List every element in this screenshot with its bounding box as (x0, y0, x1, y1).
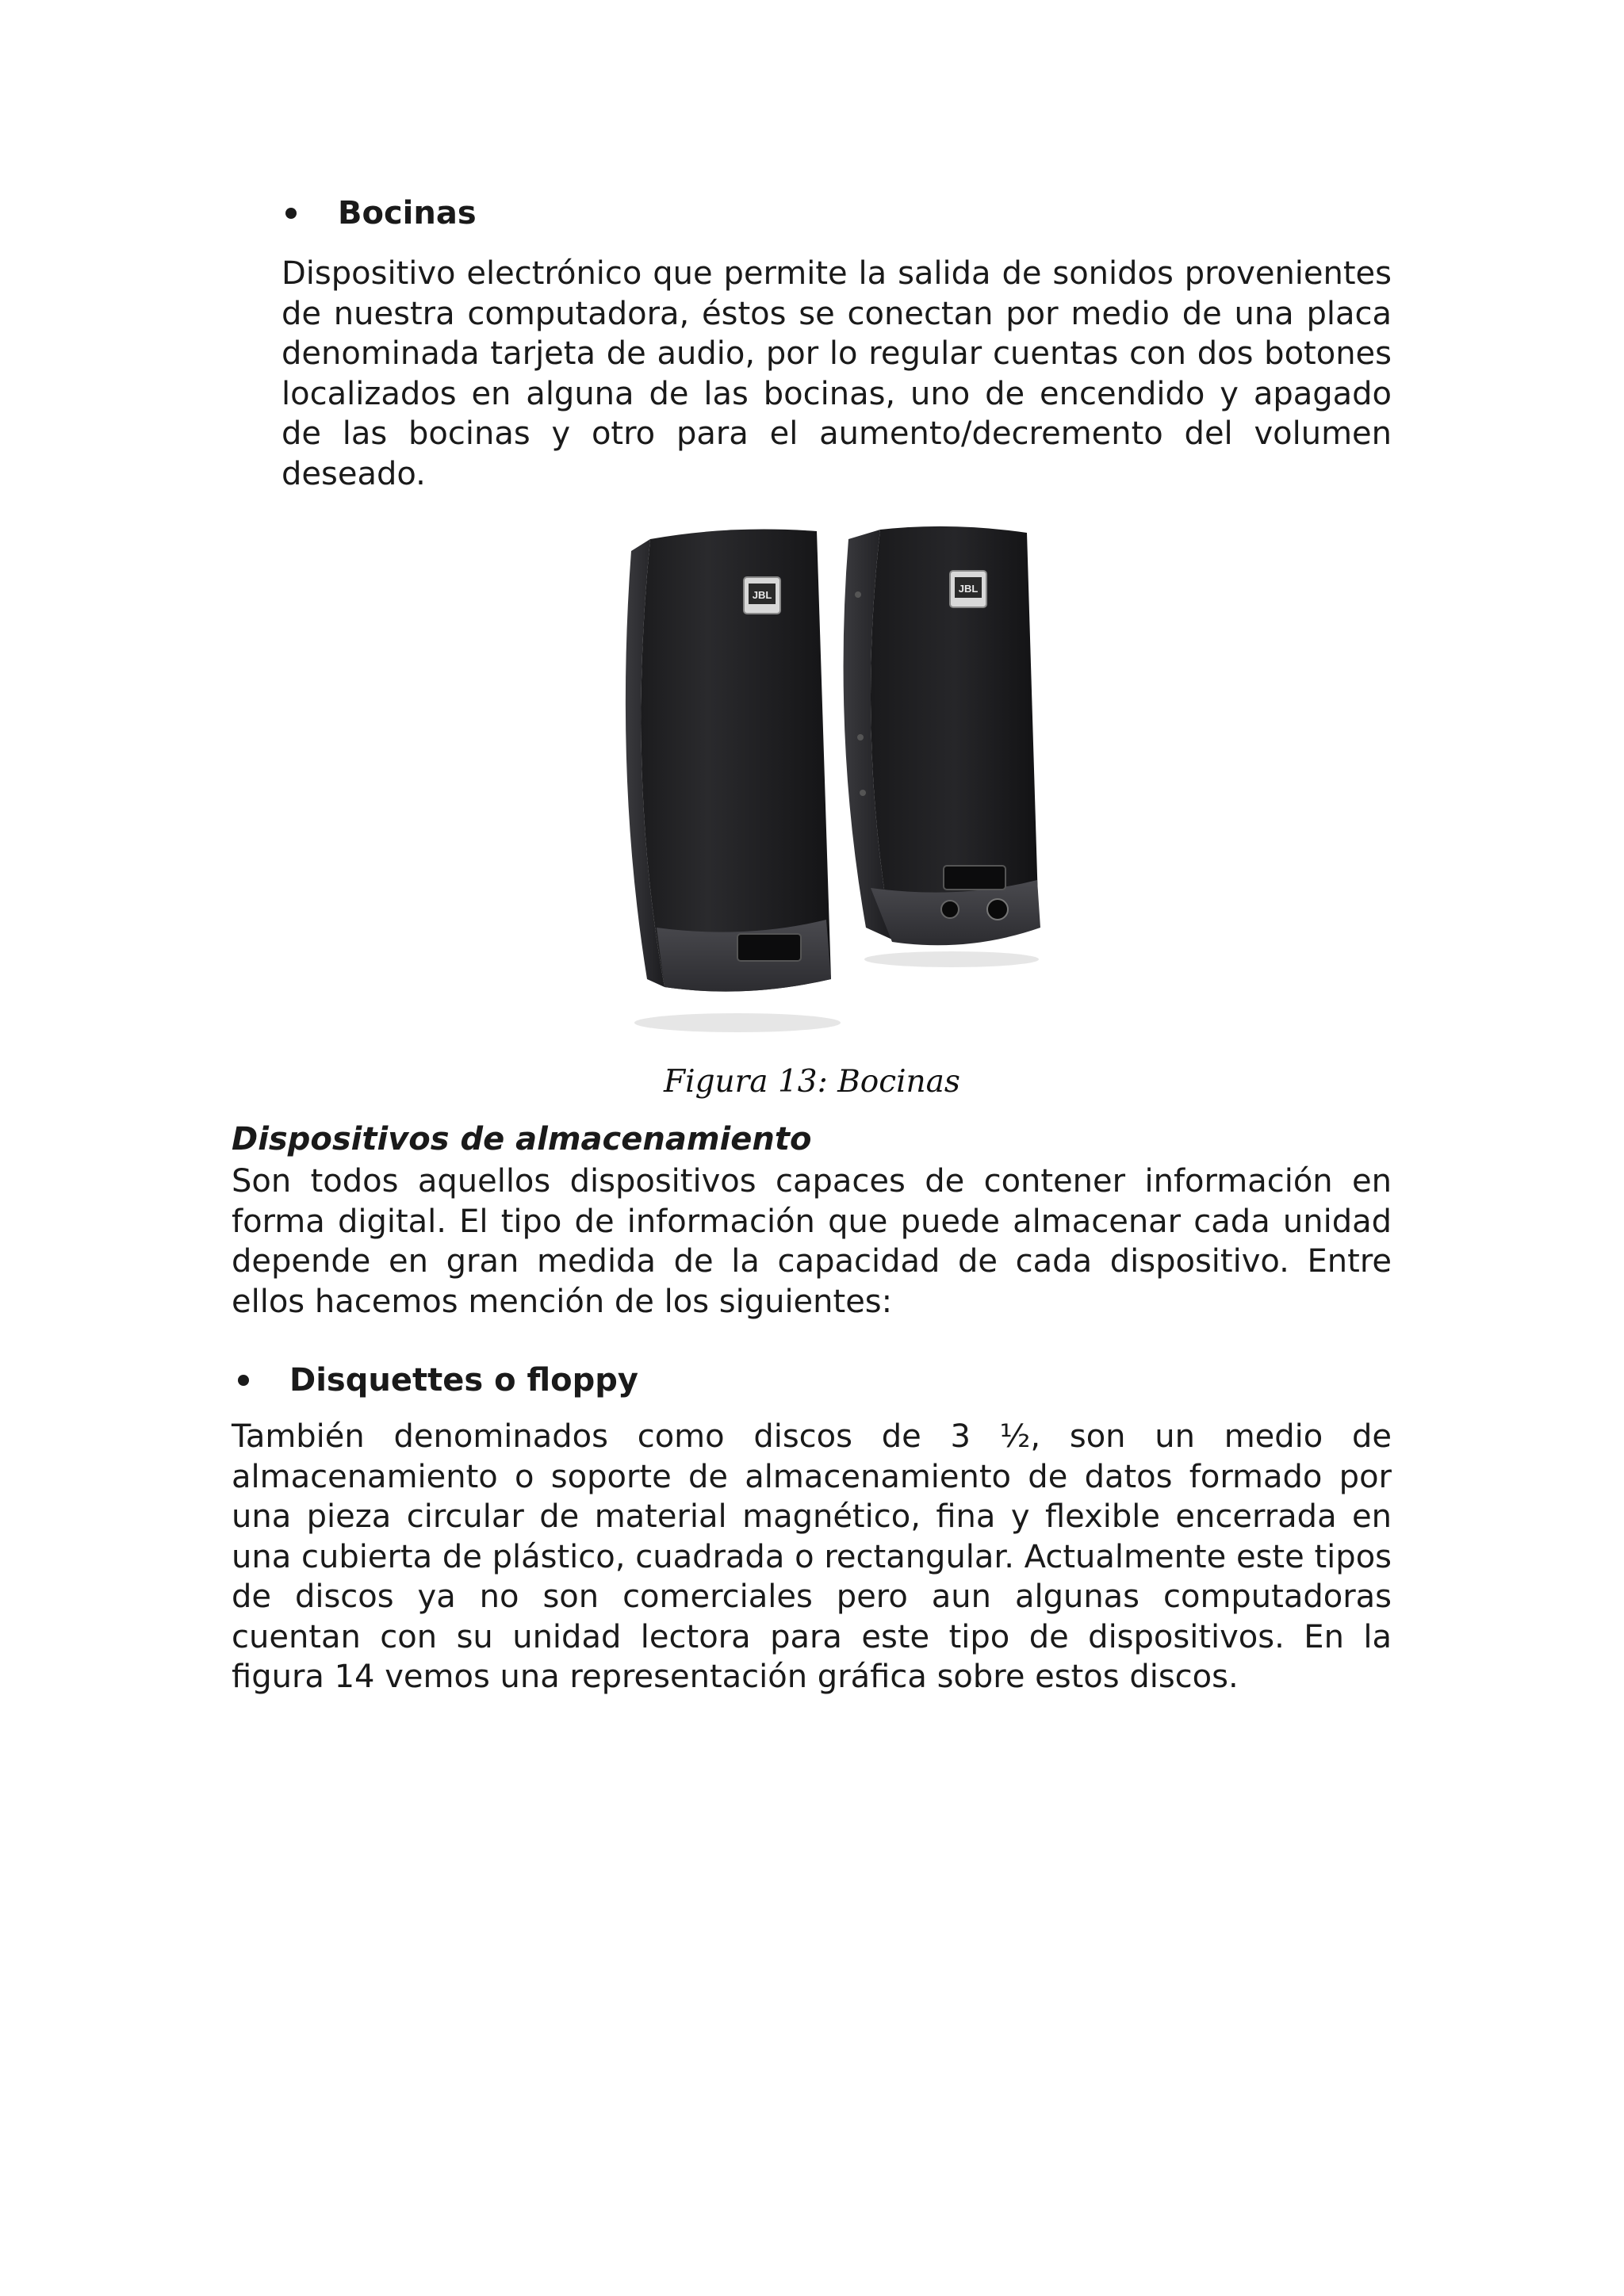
paragraph-bocinas: Dispositivo electrónico que permite la salida de sonidos provenientes de nuestra computadora, éstos se conectan por medio de una placa denominada tarjeta de audio, por lo regular cuentas con dos botones localizados en alguna de las bocinas, uno de encendido y apagado de las bocinas y otro para el aumento/decremento del volumen deseado. (282, 255, 1392, 492)
jbl-logo-left: JBL (752, 589, 772, 601)
heading-almacenamiento: Dispositivos de almacenamiento (232, 1121, 812, 1158)
bullet-icon (238, 1375, 249, 1386)
jbl-logo-right: JBL (958, 583, 979, 595)
left-speaker (626, 530, 841, 1032)
speakers-photo (619, 515, 1063, 1047)
bullet-heading-disquettes (238, 1362, 638, 1399)
right-speaker (844, 526, 1040, 967)
paragraph-disquettes: También denominados como discos de 3 ½, son un medio de almacenamiento o soporte de almacenamiento de datos formado por una pieza circular de material magnético, fina y flexible encerrada en una cubierta de plástico, cuadrada o rectangular. Actualmente este tipos de discos ya no son comerciales pero aun algunas computadoras cuentan con su unidad lectora para este tipo de dispositivos. En la figura 14 vemos una representación gráfica sobre estos discos. (232, 1418, 1392, 1695)
heading-bocinas: Bocinas (338, 195, 477, 232)
paragraph-almacenamiento: Son todos aquellos dispositivos capaces de contener información en forma digital. El tipo de información que puede almacenar cada unidad depende en gran medida de la capacidad de cada dispositivo. Entre ellos hacemos mención de los siguientes: (232, 1163, 1392, 1320)
figure-caption: Figura 13: Bocinas (664, 1064, 960, 1100)
bullet-icon (285, 208, 297, 219)
bullet-heading-bocinas (285, 195, 477, 232)
heading-disquettes: Disquettes o floppy (289, 1362, 638, 1399)
